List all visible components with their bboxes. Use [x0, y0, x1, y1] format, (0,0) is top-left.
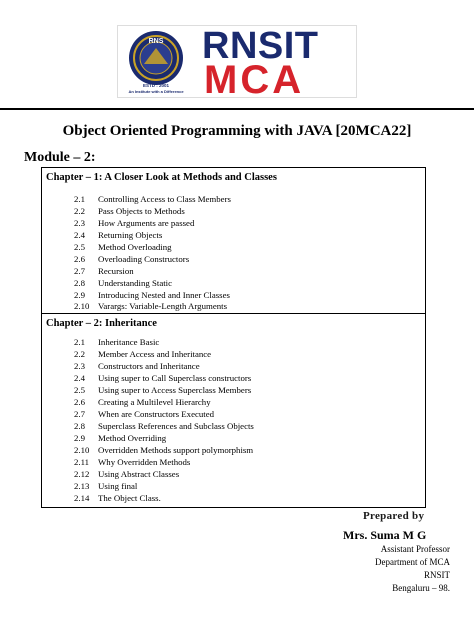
author-institute: RNSIT	[423, 570, 450, 580]
topic-item: 2.9 Introducing Nested and Inner Classes	[74, 290, 230, 300]
topic-item: 2.1 Controlling Access to Class Members	[74, 194, 231, 204]
topic-item: 2.9 Method Overriding	[74, 433, 167, 443]
topic-item: 2.6 Overloading Constructors	[74, 254, 190, 264]
prepared-by-label: Prepared by	[363, 510, 425, 522]
author-designation: Assistant Professor	[380, 544, 450, 554]
topic-item: 2.3 How Arguments are passed	[74, 218, 195, 228]
topic-item: 2.6 Creating a Multilevel Hierarchy	[74, 397, 211, 407]
topic-item: 2.2 Member Access and Inheritance	[74, 349, 212, 359]
topic-item: 2.3 Constructors and Inheritance	[74, 361, 200, 371]
topic-item: 2.2 Pass Objects to Methods	[74, 206, 185, 216]
topic-item: 2.13 Using final	[74, 481, 138, 491]
topic-item: 2.5 Method Overloading	[74, 242, 172, 252]
brand-mca: MCA	[204, 58, 305, 102]
author-city: Bengaluru – 98.	[392, 583, 450, 593]
header-divider	[0, 108, 474, 110]
topic-item: 2.7 When are Constructors Executed	[74, 409, 215, 419]
chapter-2-section	[42, 313, 425, 508]
chapter-2-heading: Chapter – 2: Inheritance	[46, 318, 157, 329]
syllabus-table	[41, 167, 426, 508]
topic-item: 2.1 Inheritance Basic	[74, 337, 160, 347]
topic-item: 2.10 Overridden Methods support polymorphism	[74, 445, 254, 455]
topic-item: 2.14 The Object Class.	[74, 493, 161, 503]
topic-item: 2.4 Returning Objects	[74, 230, 163, 240]
topic-item: 2.8 Superclass References and Subclass Objects	[74, 421, 254, 431]
topic-item: 2.11 Why Overridden Methods	[74, 457, 191, 467]
institute-logo-banner	[117, 25, 357, 102]
chapter-1-section	[42, 168, 425, 313]
institute-tagline: An Institute with a Difference	[128, 89, 184, 94]
module-title: Module – 2:	[24, 150, 96, 165]
topic-item: 2.5 Using super to Access Superclass Members	[74, 385, 252, 395]
brand-rnsit: RNSIT	[202, 25, 319, 67]
topic-item: 2.4 Using super to Call Superclass constructors	[74, 373, 252, 383]
topic-item: 2.10 Varargs: Variable-Length Arguments	[74, 301, 227, 311]
chapter-1-heading: Chapter – 1: A Closer Look at Methods and Classes	[46, 172, 277, 183]
topic-item: 2.7 Recursion	[74, 266, 134, 276]
author-department: Department of MCA	[375, 557, 450, 567]
course-title: Object Oriented Programming with JAVA [20MCA22]	[62, 123, 412, 139]
topic-item: 2.8 Understanding Static	[74, 278, 173, 288]
topic-item: 2.12 Using Abstract Classes	[74, 469, 180, 479]
author-name: Mrs. Suma M G	[343, 528, 427, 542]
emblem-text: RNS	[148, 38, 164, 45]
estd-label: ESTD : 2001	[142, 83, 169, 88]
